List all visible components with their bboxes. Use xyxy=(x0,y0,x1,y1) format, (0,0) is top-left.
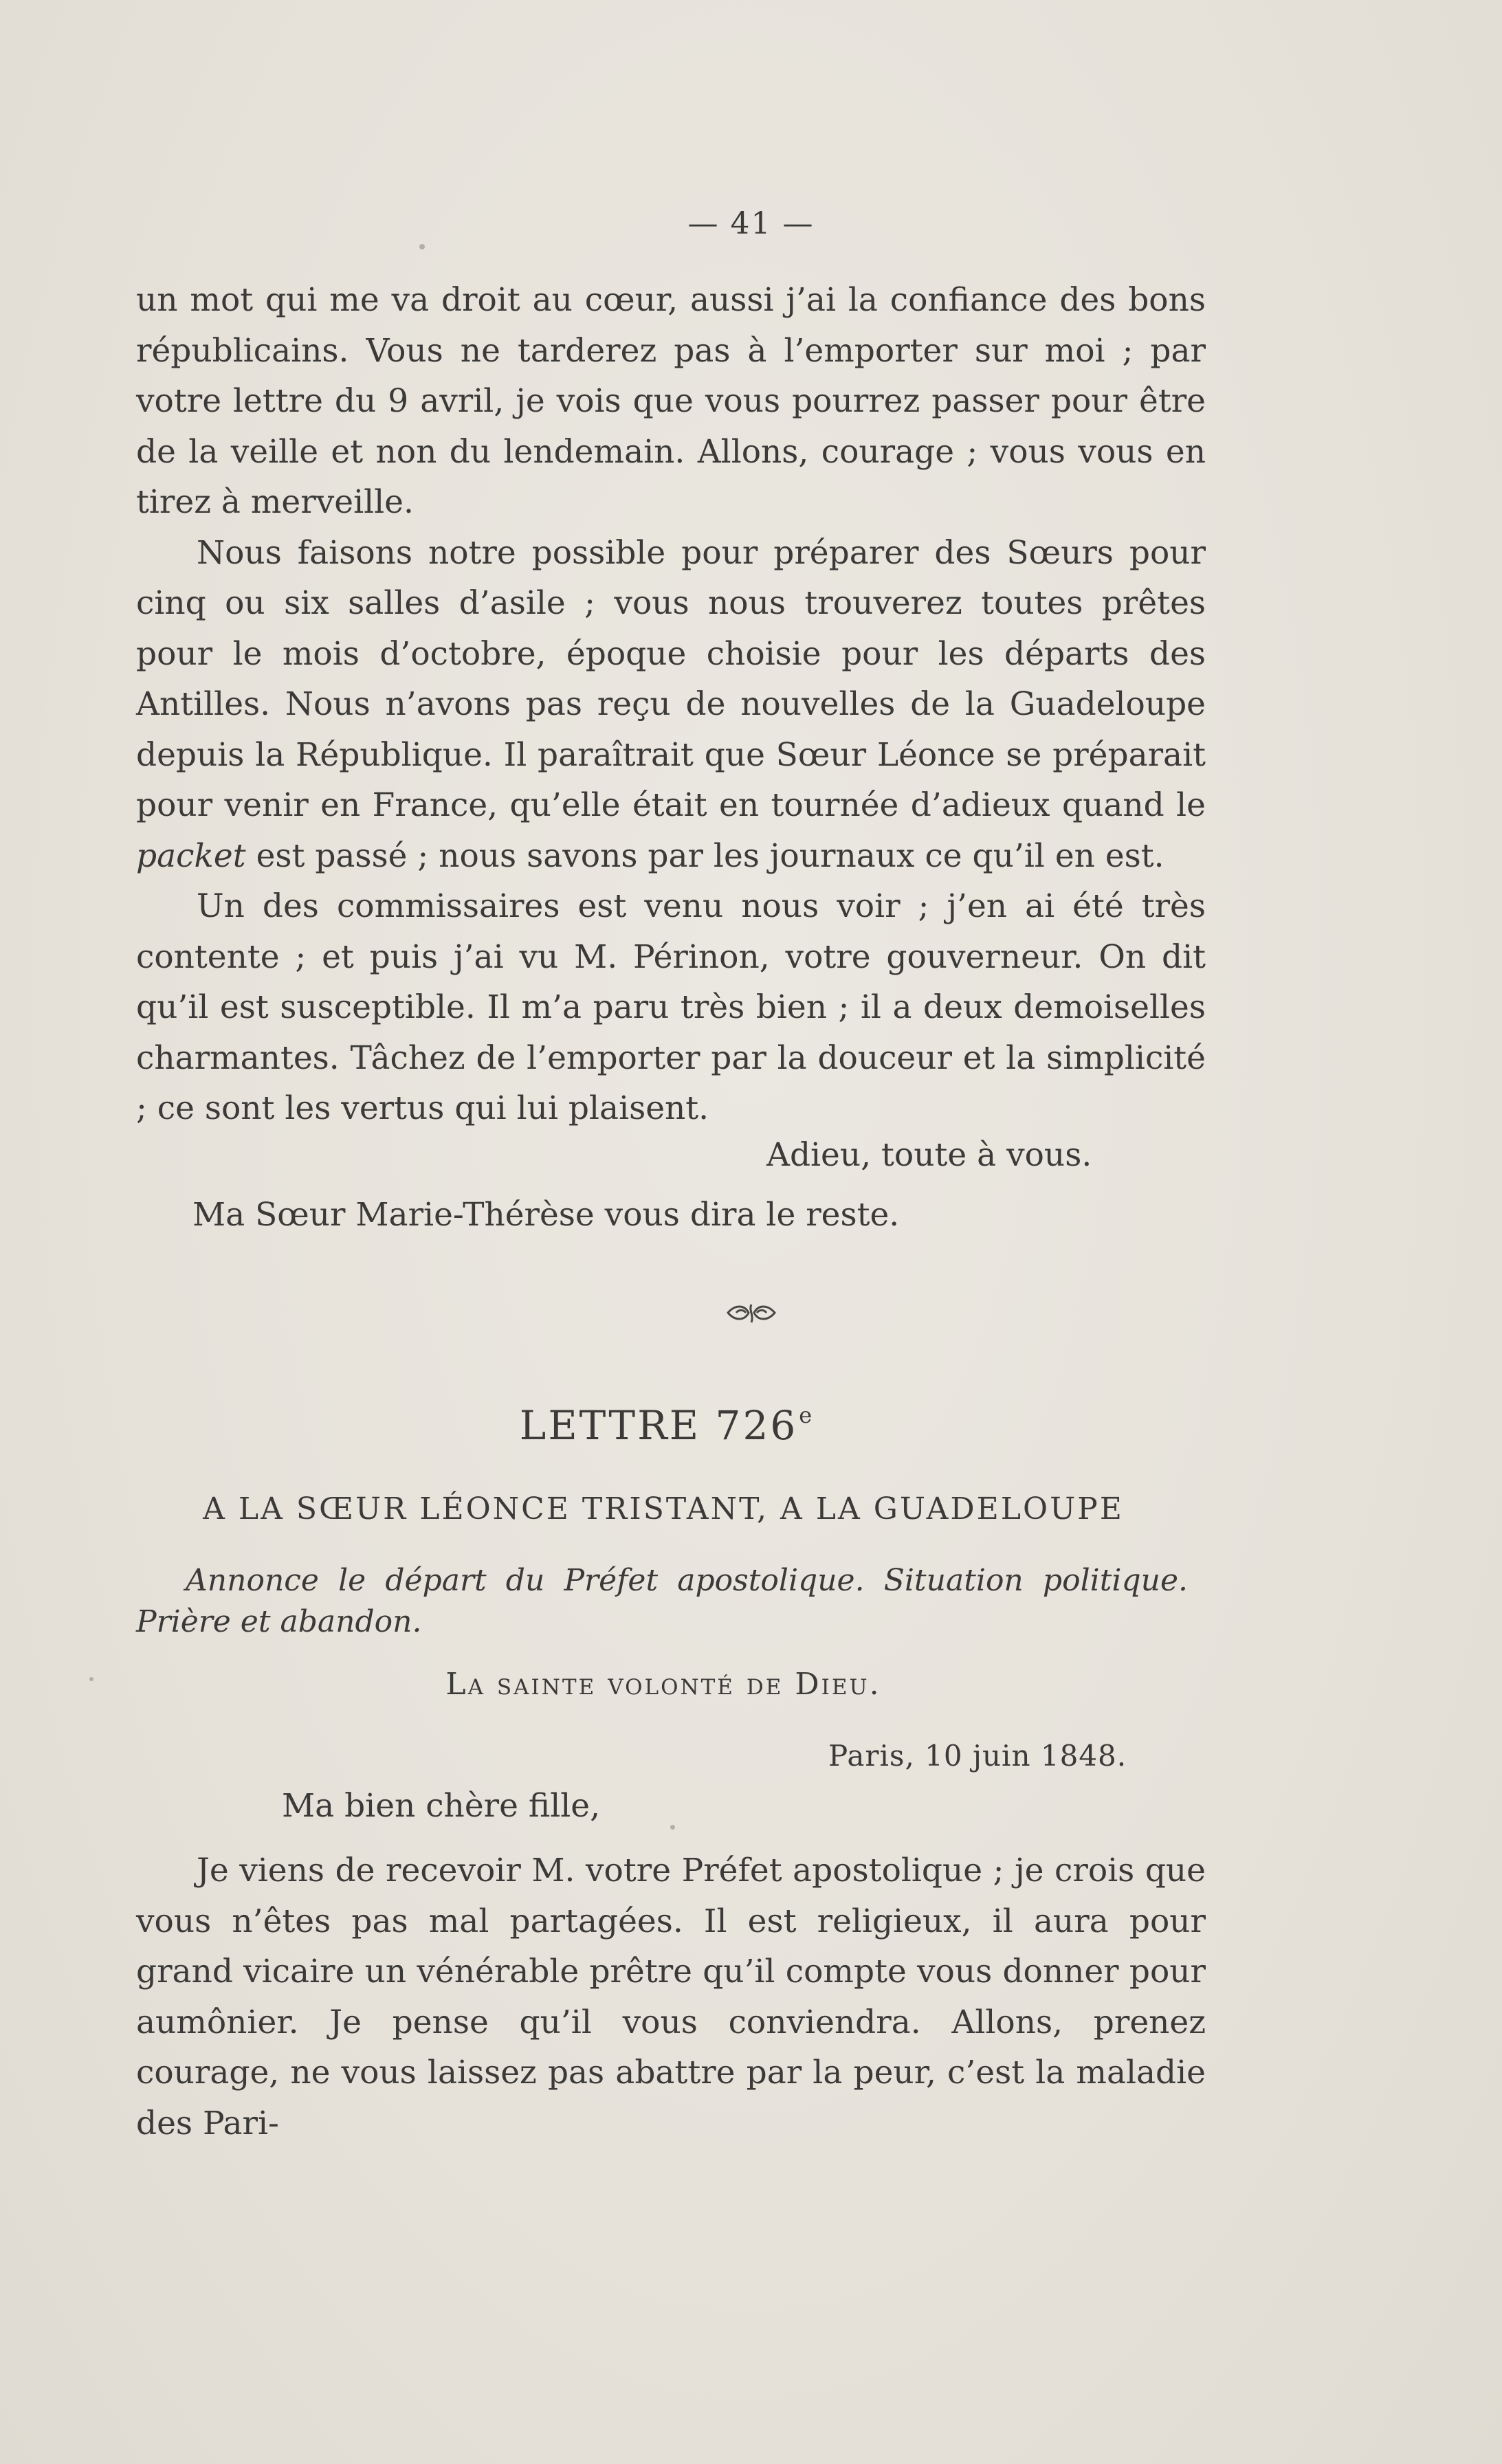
closing-formula: Adieu, toute à vous. xyxy=(766,1136,1092,1174)
previous-letter-conclusion xyxy=(136,275,1206,1134)
letter-body xyxy=(136,1845,1206,2149)
letter-title-superscript: e xyxy=(799,1402,815,1428)
postscript: Ma Sœur Marie-Thérèse vous dira le reste. xyxy=(192,1196,900,1234)
page-number: — 41 — xyxy=(687,206,815,241)
paragraph-salles-asile-text: Nous faisons notre possible pour préparer des Sœurs pour cinq ou six salles d’asile ; vous nous trouverez toutes prêtes pour le mois d’octobre, époque choisie pour les départs des Antilles. Nous n’avons pas reçu de nouvelles de la Guadeloupe depuis la République. Il paraîtrait que Sœur Léonce se préparait pour venir en France, qu’elle était en tournée d’adieux quand le xyxy=(136,533,1206,824)
letter-motto: La sainte volonté de Dieu. xyxy=(445,1667,881,1702)
paper-speck xyxy=(670,1825,675,1830)
fleuron-ornament-icon xyxy=(0,1299,1502,1329)
paragraph-commissaires: Un des commissaires est venu nous voir ; j’en ai été très contente ; et puis j’ai vu M. Périnon, votre gouverneur. On dit qu’il est susceptible. Il m’a paru très bien ; il a deux demoiselles charmantes. Tâchez de l’emporter par la douceur et la simplicité ; ce sont les vertus qui lui plaisent. xyxy=(136,887,1206,1127)
letter-dateline: Paris, 10 juin 1848. xyxy=(828,1739,1127,1773)
paragraph-prefet-apostolique: Je viens de recevoir M. votre Préfet apostolique ; je crois que vous n’êtes pas mal partagées. Il est religieux, il aura pour grand vicaire un vénérable prêtre qu’il compte vous donner pour aumônier. Je pense qu’il vous conviendra. Allons, prenez courage, ne vous laissez pas abattre par la peur, c’est la maladie des Pari- xyxy=(136,1852,1206,2142)
paragraph-continuation: un mot qui me va droit au cœur, aussi j’ai la confiance des bons républicains. Vous ne tarderez pas à l’emporter sur moi ; par votre lettre du 9 avril, je vois que vous pourrez passer pour être de la veille et non du lendemain. Allons, courage ; vous vous en tirez à merveille. xyxy=(136,281,1206,521)
letter-salutation: Ma bien chère fille, xyxy=(282,1787,601,1825)
paragraph-salles-asile-end: est passé ; nous savons par les journaux ce qu’il en est. xyxy=(245,836,1164,875)
italic-word-packet: packet xyxy=(136,836,246,875)
paper-speck xyxy=(89,1677,93,1681)
letter-recipient: A LA SŒUR LÉONCE TRISTANT, A LA GUADELOUPE xyxy=(203,1491,1124,1527)
paper-speck xyxy=(419,244,425,249)
letter-summary: Annonce le départ du Préfet apostolique. Situation politique. Prière et abandon. xyxy=(136,1563,1188,1639)
letter-title-text: LETTRE 726 xyxy=(519,1402,798,1449)
paragraph-salles-asile xyxy=(136,528,1206,882)
letter-title xyxy=(0,1402,1334,1449)
